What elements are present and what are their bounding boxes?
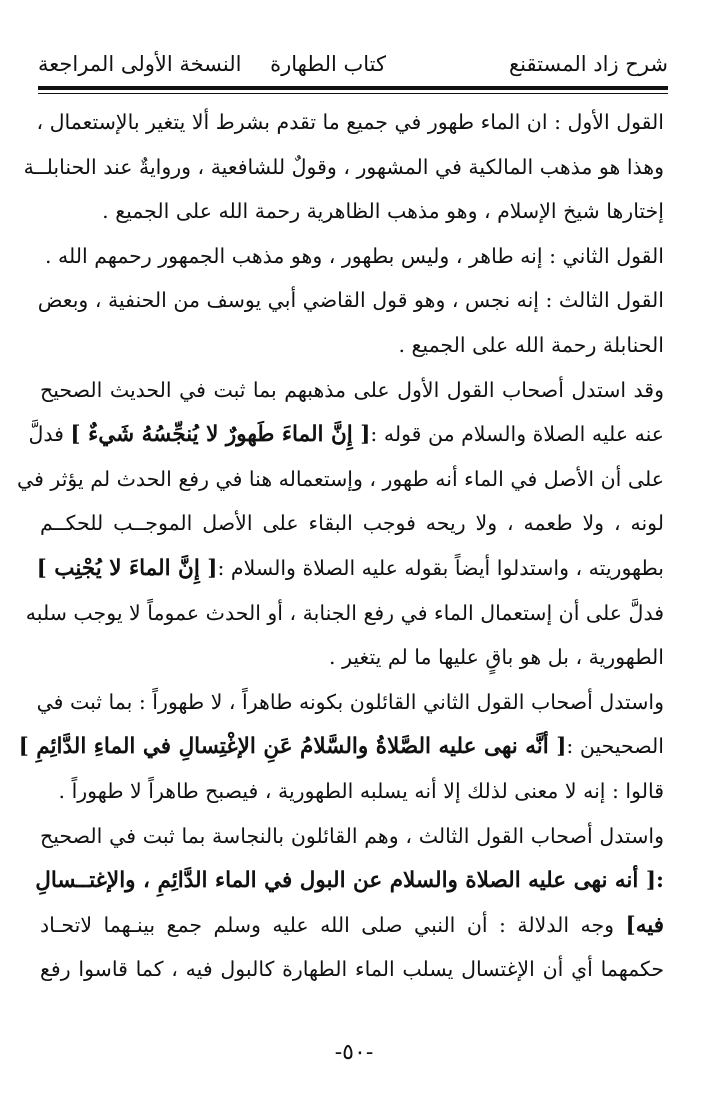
- text-line: [40, 323, 664, 368]
- hadith-quote: [ أنَّه نهى عليه الصَّلاةُ والسَّلامُ عَنِ الإغْتِسالِ في الماءِ الدَّائِمِ ]: [18, 734, 567, 760]
- line-text: بطهوريته ، واستدلوا أيضاً بقوله عليه الصلاة والسلام :: [217, 555, 664, 580]
- text-line: [40, 947, 664, 992]
- line-text: وجه الدلالة : أن النبي صلى الله عليه وسلم جمع بينـهما لاتحـاد: [40, 912, 626, 937]
- line-text: الطهورية ، بل هو باقٍ عليها ما لم يتغير .: [329, 645, 664, 670]
- book-title: شرح زاد المستقنع: [509, 52, 668, 76]
- hadith-quote: [ إِنَّ الماءَ طَهورٌ لا يُنجِّسُهُ شَيءٌ ]: [70, 422, 371, 448]
- text-line: [36, 680, 664, 725]
- line-text: القول الأول : ان الماء طهور في جميع ما تقدم بشرط ألا يتغير بالإستعمال ،: [36, 110, 664, 134]
- text-line: [40, 814, 664, 859]
- line-text: واستدل أصحاب القول الثالث ، وهم القائلون بالنجاسة بما ثبت في الصحيح: [40, 823, 664, 848]
- line-text: على أن الأصل في الماء أنه طهور ، وإستعماله هنا في رفع الحدث لم يؤثر في: [17, 466, 664, 491]
- line-text: عنه عليه الصلاة والسلام من قوله :: [370, 422, 664, 447]
- header-rule-thin: [38, 93, 668, 94]
- line-text: واستدل أصحاب القول الثاني القائلون بكونه طاهراً ، لا طهوراً : بما ثبت في: [36, 689, 664, 714]
- line-text: وهذا هو مذهب المالكية في المشهور ، وقولٌ للشافعية ، وروايةٌ عند الحنابلــة: [23, 154, 664, 179]
- text-line: [40, 769, 664, 814]
- line-text: وقد استدل أصحاب القول الأول على مذهبهم بما ثبت في الحديث الصحيح: [40, 377, 664, 402]
- chapter-title: كتاب الطهارة: [270, 52, 386, 76]
- text-line: [18, 724, 664, 769]
- text-line: [36, 100, 664, 145]
- text-line: [36, 546, 664, 591]
- text-line: [40, 903, 664, 948]
- page-body: [17, 100, 664, 992]
- text-line: [37, 278, 664, 323]
- edition-label: النسخة الأولى المراجعة: [38, 52, 242, 76]
- text-line: [17, 457, 664, 502]
- text-line: [40, 368, 664, 413]
- page-number: -٥٠-: [334, 1040, 374, 1065]
- text-line: [40, 635, 664, 680]
- line-text: إختارها شيخ الإسلام ، وهو مذهب الظاهرية رحمة الله على الجميع .: [102, 199, 664, 224]
- line-text: لونه ، ولا طعمه ، ولا ريحه فوجب البقاء على الأصل الموجــب للحكــم: [40, 511, 664, 536]
- page-header: [38, 52, 668, 86]
- hadith-quote: :[ أنه نهى عليه الصلاة والسلام عن البول في الماء الدَّائِمِ ، والإغتــسالِ: [35, 868, 664, 894]
- text-line: [40, 189, 664, 234]
- line-text: فدلَّ: [28, 422, 71, 447]
- text-line: [28, 412, 664, 457]
- text-line: [25, 591, 664, 636]
- text-line: [40, 501, 664, 546]
- line-text: القول الثالث : إنه نجس ، وهو قول القاضي أبي يوسف من الحنفية ، وبعض: [37, 288, 664, 313]
- line-text: حكمهما أي أن الإغتسال يسلب الماء الطهارة كالبول فيه ، كما قاسوا رفع: [40, 957, 664, 982]
- text-line: [23, 145, 664, 190]
- text-line: [35, 858, 664, 903]
- text-line: [40, 234, 664, 279]
- line-text: الصحيحين :: [566, 734, 664, 759]
- hadith-quote: فيه]: [625, 912, 664, 938]
- header-rule-thick: [38, 86, 668, 90]
- hadith-quote: [ إِنَّ الماءَ لا يُجْنِب ]: [36, 555, 218, 581]
- line-text: قالوا : إنه لا معنى لذلك إلا أنه يسلبه الطهورية ، فيصبح طاهراً لا طهوراً .: [58, 778, 664, 803]
- line-text: الحنابلة رحمة الله على الجميع .: [398, 332, 664, 357]
- line-text: فدلَّ على أن إستعمال الماء في رفع الجنابة ، أو الحدث عموماً لا يوجب سلبه: [25, 600, 664, 625]
- line-text: القول الثاني : إنه طاهر ، وليس بطهور ، وهو مذهب الجمهور رحمهم الله .: [44, 243, 664, 268]
